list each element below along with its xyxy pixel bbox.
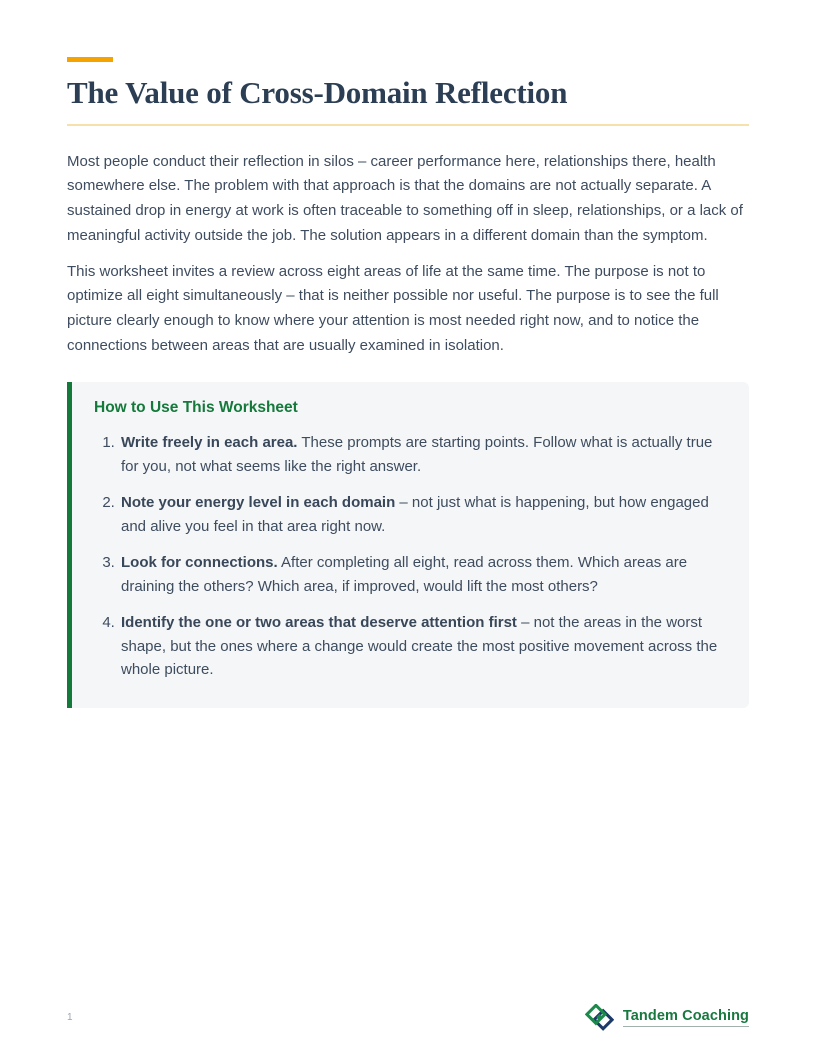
interlocked-diamonds-icon bbox=[585, 1004, 614, 1031]
intro-paragraph-2: This worksheet invites a review across eight areas of life at the same time. The purpose is not to optimize all eight simultaneously – that is neither possible nor useful. The purpose is to see the full picture clearly enough to know where your attention is most needed right now, and to notice the connections between areas that are usually examined in isolation. bbox=[67, 262, 719, 354]
page-footer bbox=[67, 1004, 749, 1031]
brand-name: Tandem Coaching bbox=[623, 1008, 749, 1027]
callout-title: How to Use This Worksheet bbox=[94, 399, 298, 417]
instructions-list bbox=[94, 431, 725, 682]
list-item-lead: Write freely in each area. bbox=[121, 434, 298, 452]
brand-logo bbox=[585, 1004, 749, 1031]
list-item bbox=[119, 551, 725, 598]
list-item-lead: Note your energy level in each domain bbox=[121, 494, 396, 512]
list-item bbox=[119, 431, 725, 478]
list-item-text: These prompts are starting points. Follow what is actually true for you, not what seems like the right answer. bbox=[121, 434, 713, 475]
list-item-text: – not just what is happening, but how engaged and alive you feel in that area right now. bbox=[121, 494, 709, 535]
list-item-lead: Look for connections. bbox=[121, 554, 278, 572]
intro-section bbox=[67, 150, 749, 359]
page-number: 1 bbox=[67, 1012, 73, 1023]
accent-bar bbox=[67, 57, 113, 62]
page-title: The Value of Cross-Domain Reflection bbox=[67, 75, 568, 110]
list-item bbox=[119, 611, 725, 682]
list-item bbox=[119, 491, 725, 538]
intro-paragraph-1: Most people conduct their reflection in silos – career performance here, relationships there, health somewhere else. The problem with that approach is that the domains are not actually separate. A sustained drop in energy at work is often traceable to something off in sleep, relationships, or a lack of meaningful activity outside the job. The solution appears in a different domain than the symptom. bbox=[67, 152, 743, 244]
list-item-lead: Identify the one or two areas that deserve attention first bbox=[121, 614, 517, 632]
list-item-text: After completing all eight, read across them. Which areas are draining the others? Which area, if improved, would lift the most others? bbox=[121, 554, 688, 595]
how-to-callout bbox=[67, 382, 749, 708]
list-item-text: – not the areas in the worst shape, but the ones where a change would create the most positive movement across the whole picture. bbox=[121, 614, 718, 679]
title-divider bbox=[67, 124, 749, 126]
